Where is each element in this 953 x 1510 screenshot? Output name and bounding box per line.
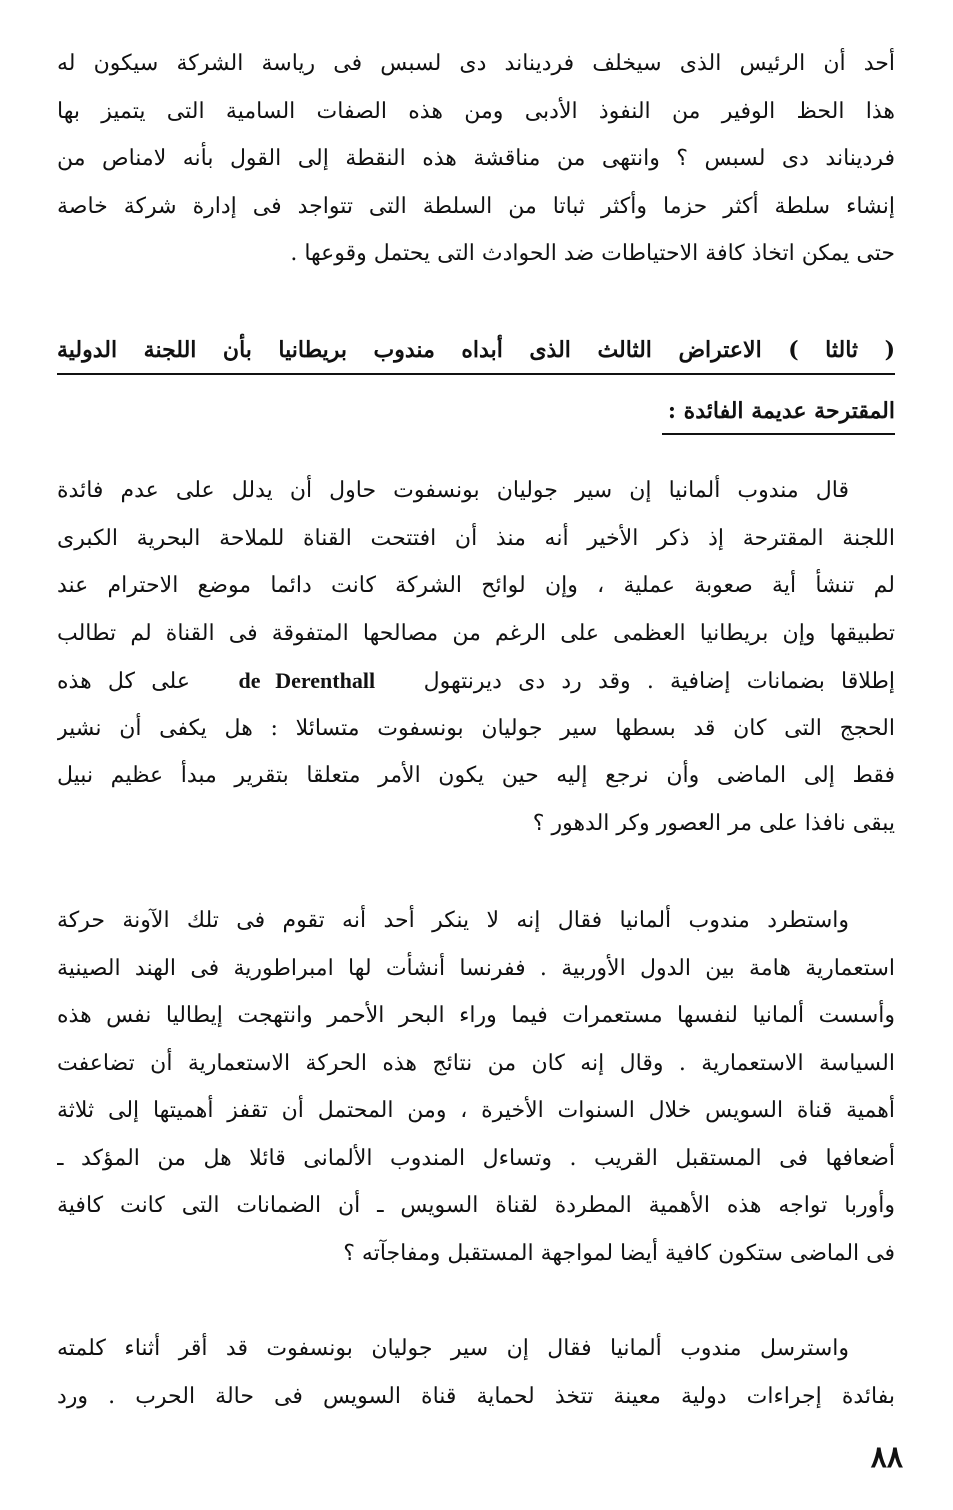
text-line: وأوربا تواجه هذه الأهمية المطردة لقناة السويس ـ أن الضمانات التى كانت كافية	[57, 1193, 895, 1218]
text-line: فى الماضى ستكون كافية أيضا لمواجهة المستقبل ومفاجآته ؟	[343, 1240, 895, 1266]
heading-line-1: ( ثالثا ) الاعتراض الثالث الذى أبداه مندوب بريطانيا بأن اللجنة الدولية	[57, 327, 895, 375]
text-line: هذا الحظ الوفير من النفوذ الأدبى ومن هذه الصفات السامية التى يتميز بها	[57, 98, 895, 124]
text-segment: على كل هذه	[57, 669, 190, 694]
text-line: الحجج التى كان قد بسطها سير جوليان بونسفوت متسائلا : هل يكفى أن نشير	[57, 715, 895, 741]
section-heading	[57, 327, 895, 435]
text-line: قال مندوب ألمانيا إن سير جوليان بونسفوت حاول أن يدلل على عدم فائدة	[57, 478, 849, 503]
paragraph-2	[57, 467, 895, 847]
text-line: لم تنشأ أية صعوبة عملية ، وإن لوائح الشركة كانت دائما موضع الاحترام عند	[57, 573, 895, 598]
text-line: أضعافها فى المستقبل القريب . وتساءل المندوب الألمانى قائلا هل من المؤكد ـ	[57, 1145, 895, 1171]
text-line: فقط إلى الماضى وأن نرجع إليه حين يكون الأمر متعلقا بتقرير مبدأ عظيم نبيل	[57, 763, 895, 788]
text-line: فرديناند دى لسبس ؟ وانتهى من مناقشة هذه النقطة إلى القول بأنه لامناص من	[57, 146, 895, 171]
text-line: تطبيقها وإن بريطانيا العظمى على الرغم من مصالحها المتفوقة فى القناة لم تطالب	[57, 620, 895, 646]
text-line: استعمارية هامة بين الدول الأوربية . ففرنسا أنشأت لها امبراطورية فى الهند الصينية	[57, 955, 895, 981]
text-line: السياسة الاستعمارية . وقال إنه كان من نتائج هذه الحركة الاستعمارية أن تضاعفت	[57, 1050, 895, 1076]
text-line-with-latin	[57, 657, 895, 705]
text-line: وأسست ألمانيا لنفسها مستعمرات فيما وراء البحر الأحمر وانتهجت إيطاليا نفس هذه	[57, 1003, 895, 1028]
heading-line-2: المقترحة عديمة الفائدة :	[662, 389, 895, 435]
text-line: واستطرد مندوب ألمانيا فقال إنه لا ينكر أحد أنه تقوم فى تلك الآونة حركة	[57, 908, 849, 933]
text-line: يبقى نافذا على مر العصور وكر الدهور ؟	[532, 810, 895, 836]
paragraph-4	[57, 1325, 895, 1420]
text-line: بفائدة إجراءات دولية معينة تتخذ لحماية قناة السويس فى حالة الحرب . ورد	[57, 1383, 895, 1409]
text-line: أحد أن الرئيس الذى سيخلف فرديناند دى لسبس فى رياسة الشركة سيكون له	[57, 51, 895, 76]
text-line: إنشاء سلطة أكثر حزما وأكثر ثباتا من السلطة التى تتواجد فى إدارة شركة خاصة	[57, 193, 895, 219]
heading-line-2-wrap	[57, 389, 895, 435]
page-number: ٨٨	[870, 1440, 903, 1475]
paragraph-1	[57, 40, 895, 278]
text-line: حتى يمكن اتخاذ كافة الاحتياطات ضد الحوادث التى يحتمل وقوعها .	[290, 241, 895, 266]
paragraph-3	[57, 897, 895, 1277]
text-line: واسترسل مندوب ألمانيا فقال إن سير جوليان بونسفوت قد أقر أثناء كلمته	[57, 1336, 849, 1361]
text-line: اللجنة المقترحة إذ ذكر الأخير أنه منذ أن افتتحت القناة للملاحة البحرية الكبرى	[57, 525, 895, 551]
text-line: أهمية قناة السويس خلال السنوات الأخيرة ، ومن المحتمل أن تقفز أهميتها إلى ثلاثة	[57, 1098, 895, 1123]
text-segment: إطلاقا بضمانات إضافية . وقد رد دى ديرنتهول	[423, 669, 895, 694]
latin-name: de Derenthall	[238, 668, 376, 693]
